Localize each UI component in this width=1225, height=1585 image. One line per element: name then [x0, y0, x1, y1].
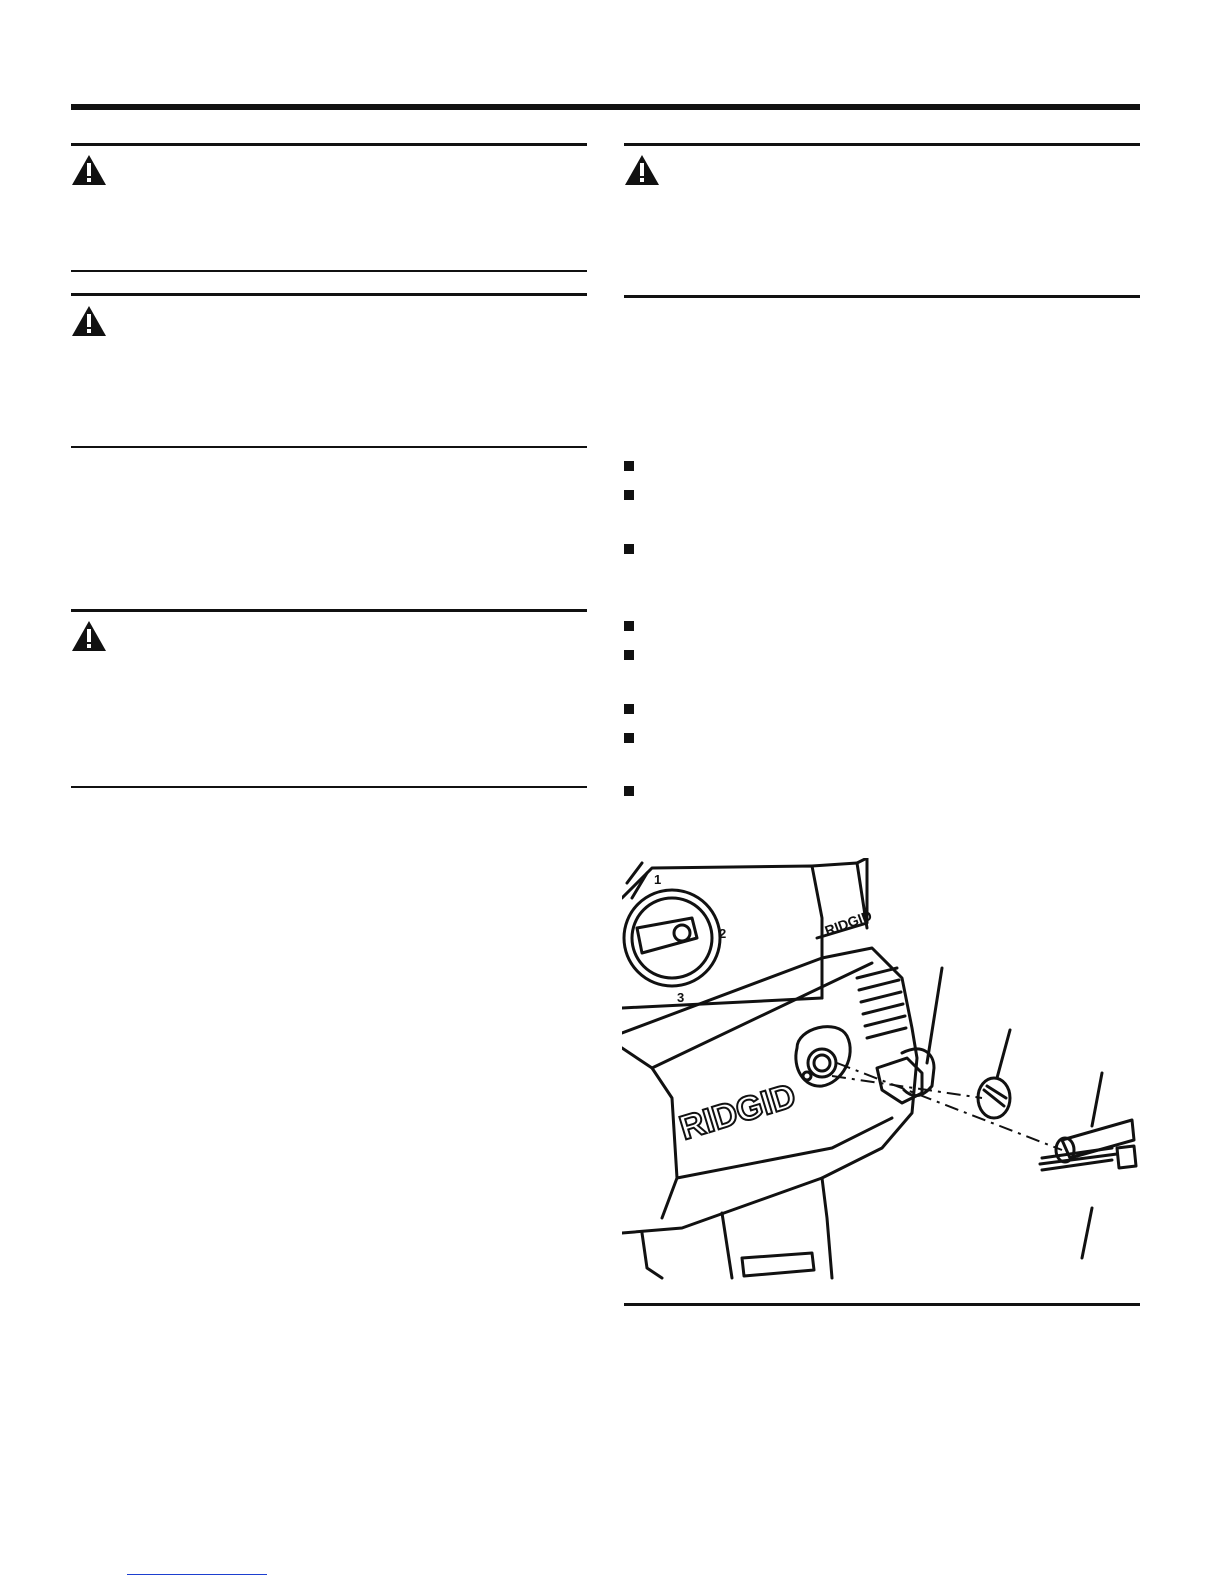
warning-box-2-top-rule: [71, 293, 587, 296]
warning-triangle-icon: [624, 154, 660, 186]
warning-box-3-top-rule: [71, 609, 587, 612]
bullet-marker: [624, 621, 634, 631]
brand-text: RIDGID: [675, 1076, 801, 1148]
bullet-marker: [624, 461, 634, 471]
bullet-marker: [624, 733, 634, 743]
warning-box-1-bottom-rule: [71, 270, 587, 272]
warning-box-2-bottom-rule: [71, 446, 587, 448]
bullet-marker: [624, 650, 634, 660]
header-rule: [71, 104, 1140, 110]
bullet-marker: [624, 704, 634, 714]
dial-number-3: 3: [677, 990, 685, 1005]
bullet-marker: [624, 786, 634, 796]
warning-triangle-icon: [71, 154, 107, 186]
warning-box-1-top-rule: [71, 143, 587, 146]
brand-text-small: RIDGID: [822, 907, 875, 939]
dial-number-2: 2: [719, 926, 727, 941]
warning-box-3-bottom-rule: [71, 786, 587, 788]
dial-number-1: 1: [654, 872, 662, 887]
tool-illustration: [622, 858, 1148, 1290]
warning-triangle-icon: [71, 620, 107, 652]
bullet-marker: [624, 544, 634, 554]
warning-box-4-top-rule: [624, 143, 1140, 146]
warning-triangle-icon: [71, 305, 107, 337]
warning-box-4-bottom-rule: [624, 295, 1140, 298]
figure-bottom-rule: [624, 1303, 1140, 1306]
footer-link[interactable]: [127, 1574, 267, 1575]
bullet-marker: [624, 490, 634, 500]
